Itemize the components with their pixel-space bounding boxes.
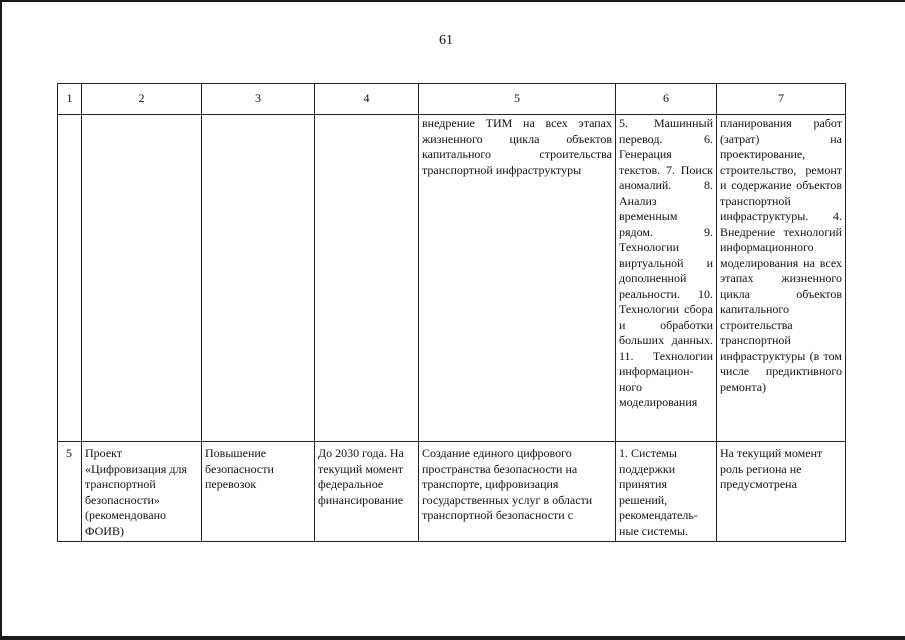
cell-project <box>82 115 202 442</box>
cell-region-role: На текущий момент роль региона не предусмотрена <box>717 442 846 542</box>
cell-number: 5 <box>58 442 82 542</box>
header-cell-1: 1 <box>58 84 82 115</box>
cell-description: внедрение ТИМ на всех этапах жизненного цикла объектов капитального строительства транспортной инфраструктуры <box>419 115 616 442</box>
cell-technologies: 5. Машинный перевод. 6. Генерация текстов. 7. Поиск аномалий. 8. Анализ временным рядом. 9. Технологии виртуальной и дополненной реальности. 10. Технологии сбора и обработки больших данных. 11. Технологии информацион-ного моделирования <box>616 115 717 442</box>
cell-number <box>58 115 82 442</box>
scan-border-bottom <box>0 636 905 640</box>
header-cell-3: 3 <box>202 84 315 115</box>
cell-timeline: До 2030 года. На текущий момент федеральное финансирование <box>315 442 419 542</box>
cell-technologies: 1. Системы поддержки принятия решений, рекомендатель-ные системы. <box>616 442 717 542</box>
header-cell-6: 6 <box>616 84 717 115</box>
page-number: 61 <box>439 33 453 48</box>
header-cell-5: 5 <box>419 84 616 115</box>
header-cell-4: 4 <box>315 84 419 115</box>
document-table <box>57 83 846 542</box>
cell-project: Проект «Цифровизация для транспортной безопасности» (рекомендовано ФОИВ) <box>82 442 202 542</box>
header-cell-7: 7 <box>717 84 846 115</box>
table-row-continued <box>58 115 846 442</box>
cell-description: Создание единого цифрового пространства безопасности на транспорте, цифровизация государственных услуг в области транспортной безопасности с <box>419 442 616 542</box>
cell-goal <box>202 115 315 442</box>
cell-goal: Повышение безопасности перевозок <box>202 442 315 542</box>
table-header-row <box>58 84 846 115</box>
cell-region-role: планирования работ (затрат) на проектирование, строительство, ремонт и содержание объектов транспортной инфраструктуры. 4. Внедрение технологий информационного моделирования на всех этапах жизненного цикла объектов капитального строительства транспортной инфраструктуры (в том числе предиктивного ремонта) <box>717 115 846 442</box>
cell-timeline <box>315 115 419 442</box>
scan-border-top <box>0 0 905 2</box>
header-cell-2: 2 <box>82 84 202 115</box>
scan-border-left <box>0 0 2 640</box>
table-row-5 <box>58 442 846 542</box>
